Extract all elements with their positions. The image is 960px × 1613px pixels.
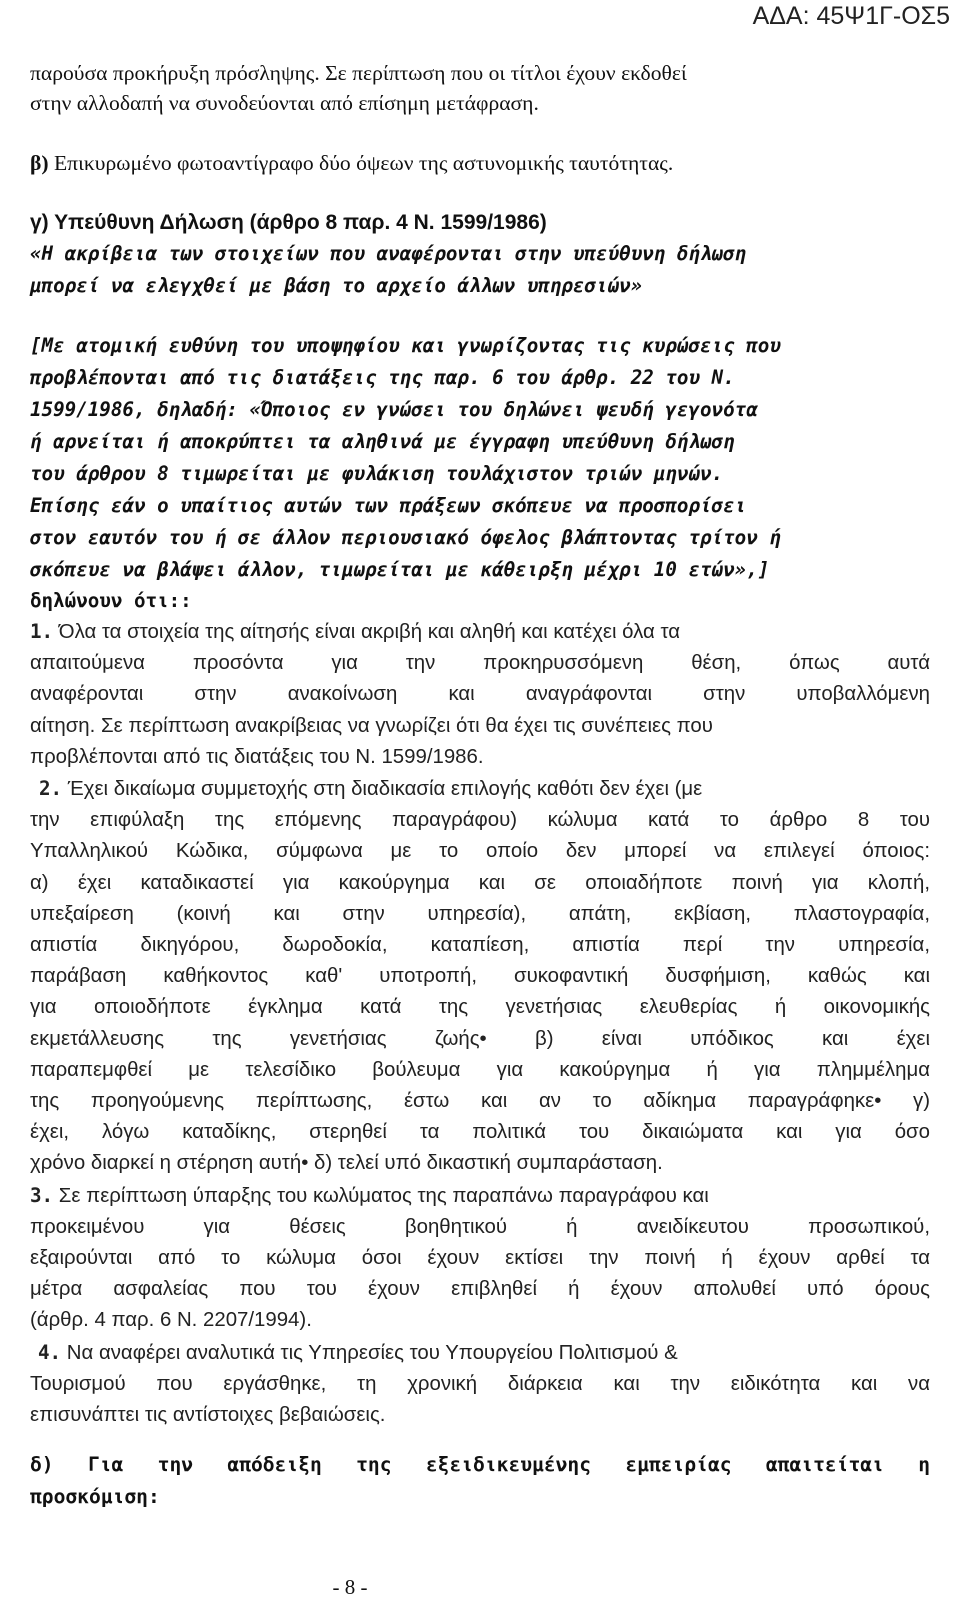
bracket-line: 1599/1986, δηλαδή: «Όποιος εν γνώσει του δηλώνει ψευδή γεγονότα bbox=[30, 398, 758, 421]
item-b-label: β) bbox=[30, 151, 49, 175]
point-1-line: προβλέπονται από τις διατάξεις του Ν. 1599/1986. bbox=[30, 745, 484, 768]
point-2-line: απιστία δικηγόρου, δωροδοκία, καταπίεση, απιστία περί την υπηρεσία, bbox=[30, 934, 930, 957]
point-2-line: εκμετάλλευσης της γενετήσιας ζωής• β) είναι υπόδικος και έχει bbox=[30, 1027, 930, 1050]
item-g-quote-line: μπορεί να ελεγχθεί με βάση το αρχείο άλλων υπηρεσιών» bbox=[30, 274, 643, 297]
point-3-first bbox=[30, 1180, 930, 1212]
point-2-line: της προηγούμενης περίπτωσης, έστω και αν το αδίκημα παραγράφηκε• γ) bbox=[30, 1090, 930, 1113]
point-1-line: απαιτούμενα προσόντα για την προκηρυσσόμενη θέση, όπως αυτά bbox=[30, 652, 930, 675]
document-page bbox=[30, 58, 930, 1513]
point-2-line: Υπαλληλικού Κώδικα, σύμφωνα με το οποίο δεν μπορεί να επιλεγεί όποιος: bbox=[30, 840, 930, 863]
point-3-num: 3. bbox=[30, 1183, 54, 1207]
point-4-text: Να αναφέρει αναλυτικά τις Υπηρεσίες του Υπουργείου Πολιτισμού & bbox=[61, 1341, 678, 1364]
bracket-line: [Με ατομική ευθύνη του υποψηφίου και γνωρίζοντας τις κυρώσεις που bbox=[30, 334, 781, 357]
point-4-first bbox=[30, 1337, 930, 1369]
item-g-label: γ) Υπεύθυνη Δήλωση (άρθρο 8 παρ. 4 Ν. 1599/1986) bbox=[30, 211, 547, 234]
point-2-first bbox=[30, 773, 930, 805]
point-2-line: την επιφύλαξη της επόμενης παραγράφου) κώλυμα κατά το άρθρο 8 του bbox=[30, 809, 930, 832]
item-g-quote-line: «Η ακρίβεια των στοιχείων που αναφέρονται στην υπεύθυνη δήλωση bbox=[30, 242, 747, 265]
ada-code: ΑΔΑ: 45Ψ1Γ-ΟΣ5 bbox=[752, 2, 950, 30]
bracket-line: στον εαυτόν του ή σε άλλον περιουσιακό όφελος βλάπτοντας τρίτον ή bbox=[30, 526, 781, 549]
point-2-line: χρόνο διαρκεί η στέρηση αυτή• δ) τελεί υπό δικαστική συμπαράσταση. bbox=[30, 1152, 663, 1175]
point-2-line: α) έχει καταδικαστεί για κακούργημα και σε οποιαδήποτε ποινή για κλοπή, bbox=[30, 871, 930, 894]
declare-line: δηλώνουν ότι:: bbox=[30, 589, 192, 612]
bracket-line: σκόπευε να βλάψει άλλον, τιμωρείται με κάθειρξη μέχρι 10 ετών»,] bbox=[30, 558, 770, 581]
point-1-first bbox=[30, 616, 930, 648]
point-3-line: (άρθρ. 4 παρ. 6 Ν. 2207/1994). bbox=[30, 1309, 312, 1332]
point-3-text: Σε περίπτωση ύπαρξης του κωλύματος της παραπάνω παραγράφου και bbox=[53, 1184, 709, 1207]
item-d-line: προσκόμιση: bbox=[30, 1485, 160, 1509]
point-2-line: για οποιοδήποτε έγκλημα κατά της γενετήσιας ελευθερίας ή οικονομικής bbox=[30, 996, 930, 1019]
intro-line: στην αλλοδαπή να συνοδεύονται από επίσημη μετάφραση. bbox=[30, 91, 539, 115]
point-3-line: μέτρα ασφαλείας που του έχουν επιβληθεί ή έχουν απολυθεί υπό όρους bbox=[30, 1278, 930, 1301]
point-3-line: εξαιρούνται από το κώλυμα όσοι έχουν εκτίσει την ποινή ή έχουν αρθεί τα bbox=[30, 1247, 930, 1270]
point-4-line: επισυνάπτει τις αντίστοιχες βεβαιώσεις. bbox=[30, 1404, 386, 1427]
point-2-line: υπεξαίρεση (κοινή και στην υπηρεσία), απάτη, εκβίαση, πλαστογραφία, bbox=[30, 902, 930, 925]
item-b bbox=[30, 148, 930, 178]
point-2-line: παράβαση καθήκοντος καθ' υποτροπή, συκοφαντική δυσφήμιση, καθώς και bbox=[30, 965, 930, 988]
point-1-text: Όλα τα στοιχεία της αίτησής είναι ακριβή και αληθή και κατέχει όλα τα bbox=[53, 621, 681, 643]
point-2-num: 2. bbox=[39, 777, 63, 801]
bracket-line: ή αρνείται ή αποκρύπτει τα αληθινά με έγγραφη υπεύθυνη δήλωση bbox=[30, 430, 735, 453]
point-2-line: παραπεμφθεί με τελεσίδικο βούλευμα για κακούργημα ή για πλημμέλημα bbox=[30, 1058, 930, 1081]
point-2-text: Έχει δικαίωμα συμμετοχής στη διαδικασία επιλογής καθότι δεν έχει (με bbox=[62, 778, 703, 801]
point-1-line: αναφέρονται στην ανακοίνωση και αναγράφονται στην υποβαλλόμενη bbox=[30, 683, 930, 706]
point-1-line: αίτηση. Σε περίπτωση ανακρίβειας να γνωρίζει ότι θα έχει τις συνέπειες που bbox=[30, 714, 713, 737]
item-d-line: δ) Για την απόδειξη της εξειδικευμένης εμπειρίας απαιτείται η bbox=[30, 1453, 930, 1477]
intro-line: παρούσα προκήρυξη πρόσληψης. Σε περίπτωση που οι τίτλοι έχουν εκδοθεί bbox=[30, 61, 687, 85]
page-number: - 8 - bbox=[332, 1575, 368, 1599]
point-4-line: Τουρισμού που εργάσθηκε, τη χρονική διάρκεια και την ειδικότητα και να bbox=[30, 1372, 930, 1395]
point-4-num: 4. bbox=[38, 1340, 62, 1364]
item-b-text: Επικυρωμένο φωτοαντίγραφο δύο όψεων της αστυνομικής ταυτότητας. bbox=[48, 151, 674, 175]
bracket-line: του άρθρου 8 τιμωρείται με φυλάκιση τουλάχιστον τριών μηνών. bbox=[30, 462, 724, 485]
bracket-line: προβλέπονται από τις διατάξεις της παρ. 6 του άρθρ. 22 του Ν. bbox=[30, 366, 735, 389]
bracket-line: Επίσης εάν ο υπαίτιος αυτών των πράξεων σκόπευε να προσπορίσει bbox=[30, 494, 747, 517]
point-2-line: έχει, λόγω καταδίκης, στερηθεί τα πολιτικά του δικαιώματα και για όσο bbox=[30, 1121, 930, 1144]
point-1-num: 1. bbox=[30, 620, 54, 643]
point-3-line: προκειμένου για θέσεις βοηθητικού ή ανειδίκευτου προσωπικού, bbox=[30, 1215, 930, 1238]
